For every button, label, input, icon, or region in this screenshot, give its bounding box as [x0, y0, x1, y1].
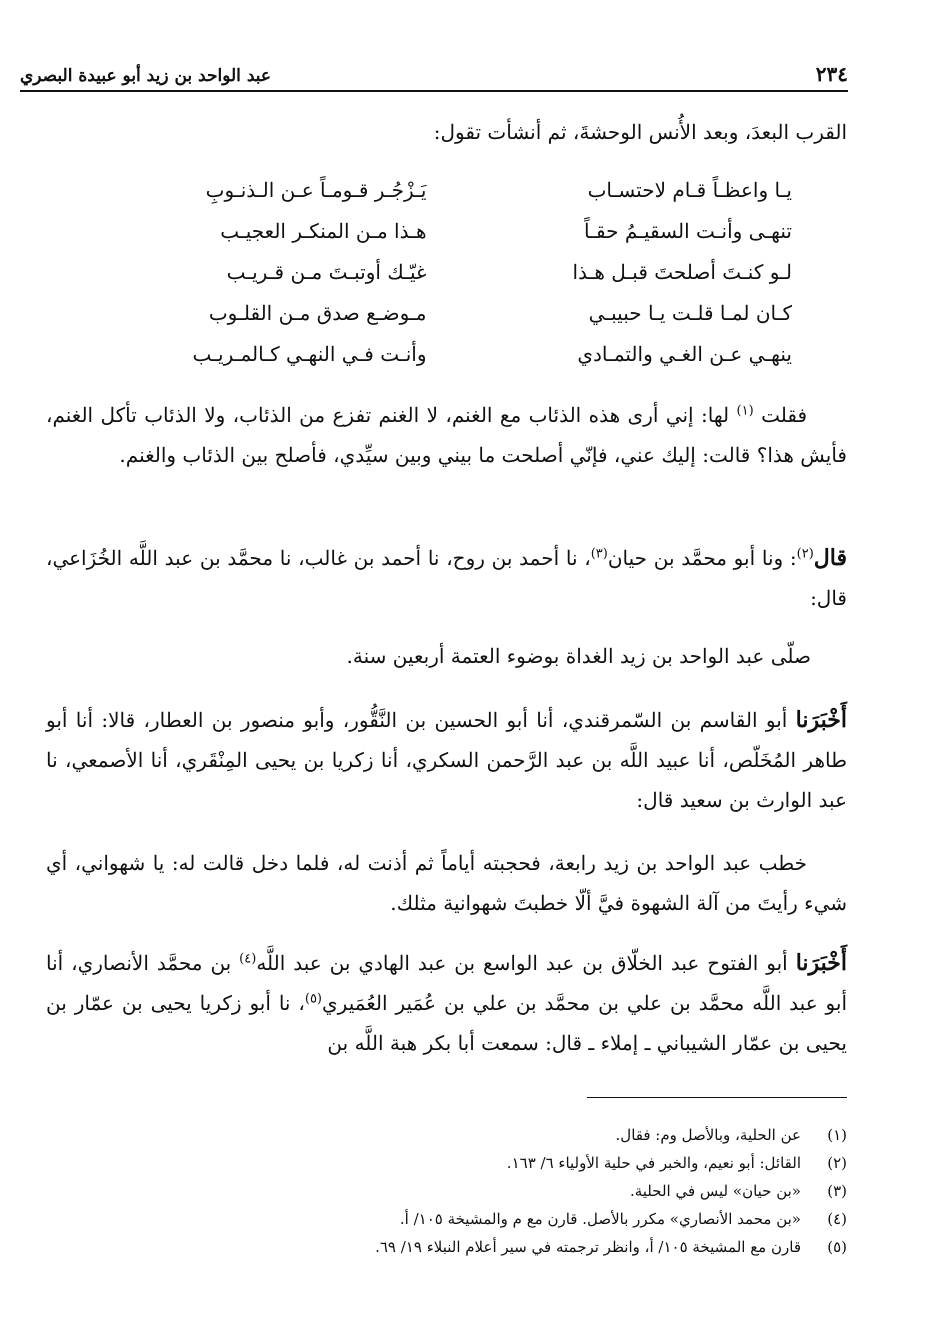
footnote-ref[interactable]: (١) [736, 403, 754, 419]
paragraph-text: ، نا أبو زكريا يحيى بن عمّار بن يحيى بن عمّار الشيباني ـ إملاء ـ قال: سمعت أبا بكر هبة اللَّه بن [46, 991, 847, 1055]
quote-khataba: خطب عبد الواحد بن زيد رابعة، فحجبته أياماً ثم أذنت له، فلما دخل قالت له: يا شهواني، أي شيء رأيتَ من آلة الشهوة فيَّ ألّا خطبتَ شهوانية مثلك. [46, 851, 847, 915]
paragraph-text: أبو القاسم بن السّمرقندي، أنا أبو الحسين بن النَّقُّور، وأبو منصور بن العطار، قالا: أنا أبو طاهر المُخَلّص، أنا عبيد اللَّه بن عبد الرَّحمن السكري، أنا زكريا بن يحيى المِنْقَري، أنا الأصمعي، نا عبد الوارث بن سعيد قال: [46, 708, 847, 812]
footnote [46, 1233, 847, 1261]
footnote [46, 1177, 847, 1205]
footnote-ref[interactable]: (٤) [239, 951, 257, 967]
footnotes [46, 1121, 847, 1261]
verse-first-hemistich: تنهـى وأنـت السقيـمُ حقـاً [584, 219, 792, 243]
footnote-number: (٢) [827, 1154, 847, 1172]
verse-second-hemistich: غيّـك أوتبـتَ مـن قـريـب [226, 260, 427, 284]
verse-second-hemistich: هـذا مـن المنكـر العجيـب [220, 219, 427, 243]
footnote-ref[interactable]: (٢) [796, 546, 814, 562]
footnote-number: (٤) [827, 1210, 847, 1228]
poem-verse [46, 252, 847, 293]
poem-verse [46, 170, 847, 211]
footnote-text: عن الحلية، وبالأصل وم: فقال. [615, 1126, 801, 1144]
verse-second-hemistich: يَـزْجُـر قـومـاً عـن الـذنـوبِ [205, 178, 427, 202]
quote-salla: صلّى عبد الواحد بن زيد الغداة بوضوء العتمة أربعين سنة. [346, 644, 811, 668]
footnote-number: (١) [827, 1126, 847, 1144]
verse-second-hemistich: مـوضـع صدق مـن القلـوب [208, 301, 427, 325]
paragraph-text: ، نا أحمد بن روح، نا أحمد بن غالب، نا محمَّد بن عبد اللَّه الخُزَاعي، قال: [46, 546, 847, 610]
verse-first-hemistich: ينهـي عـن الغـي والتمـادي [577, 342, 792, 366]
paragraph-text: : ونا أبو محمَّد بن حيان [607, 546, 797, 570]
poem [46, 170, 847, 375]
paragraph-text: أبو الفتوح عبد الخلّاق بن عبد الواسع بن عبد الهادي بن عبد اللَّه [256, 951, 796, 975]
footnote [46, 1205, 847, 1233]
footnote-ref[interactable]: (٣) [590, 546, 608, 562]
verse-first-hemistich: لـو كنـتَ أصلحتَ قبـل هـذا [572, 260, 792, 284]
running-title: عبد الواحد بن زيد أبو عبيدة البصري [20, 66, 272, 86]
paragraph-akhbarana-2 [46, 943, 847, 1063]
footnote-ref[interactable]: (٥) [304, 991, 322, 1007]
paragraph-text: لها: إني أرى هذه الذئاب مع الغنم، لا الغنم تفزع من الذئاب، ولا الذئاب تأكل الغنم، فأيش هذا؟ قالت: إليك عني، فإنّي أصلحت ما بيني وبين سيِّدي، فأصلح بين الذئاب والغنم. [46, 403, 847, 467]
poem-verse [46, 211, 847, 252]
lead-word: قال [813, 545, 847, 571]
page-number: ٢٣٤ [815, 62, 848, 86]
footnote-text: «بن محمد الأنصاري» مكرر بالأصل. قارن مع م والمشيخة ١٠٥/ أ. [399, 1210, 801, 1228]
page-header [20, 58, 848, 92]
poem-verse [46, 334, 847, 375]
paragraph-qal [46, 538, 847, 618]
footnote-separator [587, 1097, 847, 1098]
footnote [46, 1149, 847, 1177]
lead-word: أَخْبَرَنا [795, 950, 848, 976]
footnote-text: «بن حيان» ليس في الحلية. [629, 1182, 801, 1200]
paragraph-text: بن محمَّد الأنصاري، أنا أبو عبد اللَّه محمَّد بن علي بن محمَّد بن علي بن عُمَير العُمَيري [46, 951, 847, 1015]
footnote-number: (٣) [827, 1182, 847, 1200]
footnote-text: القائل: أبو نعيم، والخبر في حلية الأولياء ٦/ ١٦٣. [506, 1154, 801, 1172]
footnote-number: (٥) [827, 1238, 847, 1256]
poem-verse [46, 293, 847, 334]
verse-first-hemistich: يـا واعظـاً قـام لاحتسـاب [587, 178, 792, 202]
verse-second-hemistich: وأنـت فـي النهـي كـالمـريـب [192, 342, 427, 366]
footnote [46, 1121, 847, 1149]
intro-line: القرب البعدَ، وبعد الأُنس الوحشةَ، ثم أنشأت تقول: [433, 120, 847, 144]
footnote-text: قارن مع المشيخة ١٠٥/ أ، وانظر ترجمته في سير أعلام النبلاء ١٩/ ٦٩. [375, 1238, 801, 1256]
paragraph-text: فقلت [761, 403, 807, 427]
paragraph-faqult [46, 395, 847, 475]
paragraph-akhbarana-1 [46, 700, 847, 820]
verse-first-hemistich: كـان لمـا قلـت يـا حبيبـي [588, 301, 792, 325]
lead-word: أَخْبَرَنا [795, 707, 847, 733]
